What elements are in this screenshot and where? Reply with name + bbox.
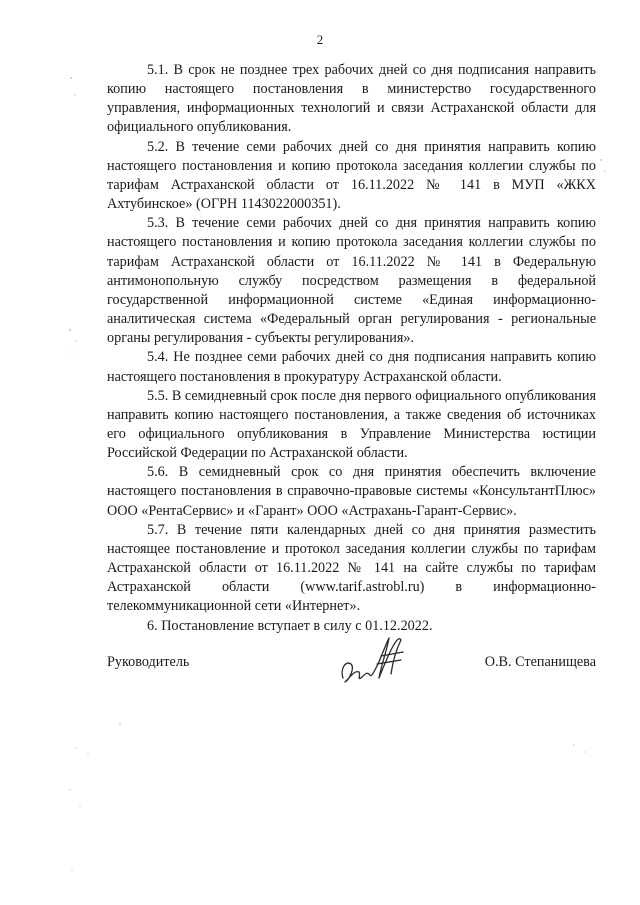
signatory-title: Руководитель	[107, 654, 190, 670]
paragraph-5-1: 5.1. В срок не позднее трех рабочих дней со дня подписания направить копию настоящего постановления в министерство государственного управления, информационных технологий и связи Астраханской области для официального опубликования.	[107, 62, 596, 136]
page-number: 2	[316, 32, 324, 47]
paragraph-5-2: 5.2. В течение семи рабочих дней со дня принятия направить копию настоящего постановления и копию протокола заседания коллегии службы по тарифам Астраханской области от 16.11.2022 № 141 в МУП «ЖКХ Ахтубинское» (ОГРН 1143022000351).	[107, 138, 596, 213]
paragraph-5-3: 5.3. В течение семи рабочих дней со дня принятия направить копию настоящего постановления и копию протокола заседания коллегии службы по тарифам Астраханской области от 16.11.2022 № 141 в Федеральную антимонопольную службу посредством размещения в федеральной государственной информационной системе «Единая информационно-аналитическая система «Федеральный орган регулирования - региональные органы регулирования - субъекты регулирования».	[107, 215, 596, 347]
paragraph-5-5: 5.5. В семидневный срок после дня первого официального опубликования направить копию настоящего постановления, а также сведения об источниках его официального опубликования в Управление Министерства юстиции Российской Федерации по Астраханской области.	[107, 387, 596, 462]
signatory-name: О.В. Степанищева	[484, 654, 596, 670]
paragraph-5-6: 5.6. В семидневный срок со дня принятия обеспечить включение настоящего постановления в справочно-правовые системы «КонсультантПлюс» ООО «РентаСервис» и «Гарант» ООО «Астрахань-Гарант-Сервис».	[107, 464, 596, 519]
paragraph-5-7: 5.7. В течение пяти календарных дней со дня принятия разместить настоящее постановление и протокол заседания коллегии службы по тарифам Астраханской области от 16.11.2022 № 141 на сайте службы по тарифам Астраханской области (www.tarif.astrobl.ru) в информационно-телекоммуникационной сети «Интернет».	[107, 521, 596, 615]
paragraph-5-4: 5.4. Не позднее семи рабочих дней со дня подписания направить копию настоящего постановления в прокуратуру Астраханской области.	[107, 349, 596, 385]
paragraph-6: 6. Постановление вступает в силу с 01.12.2022.	[147, 617, 433, 634]
